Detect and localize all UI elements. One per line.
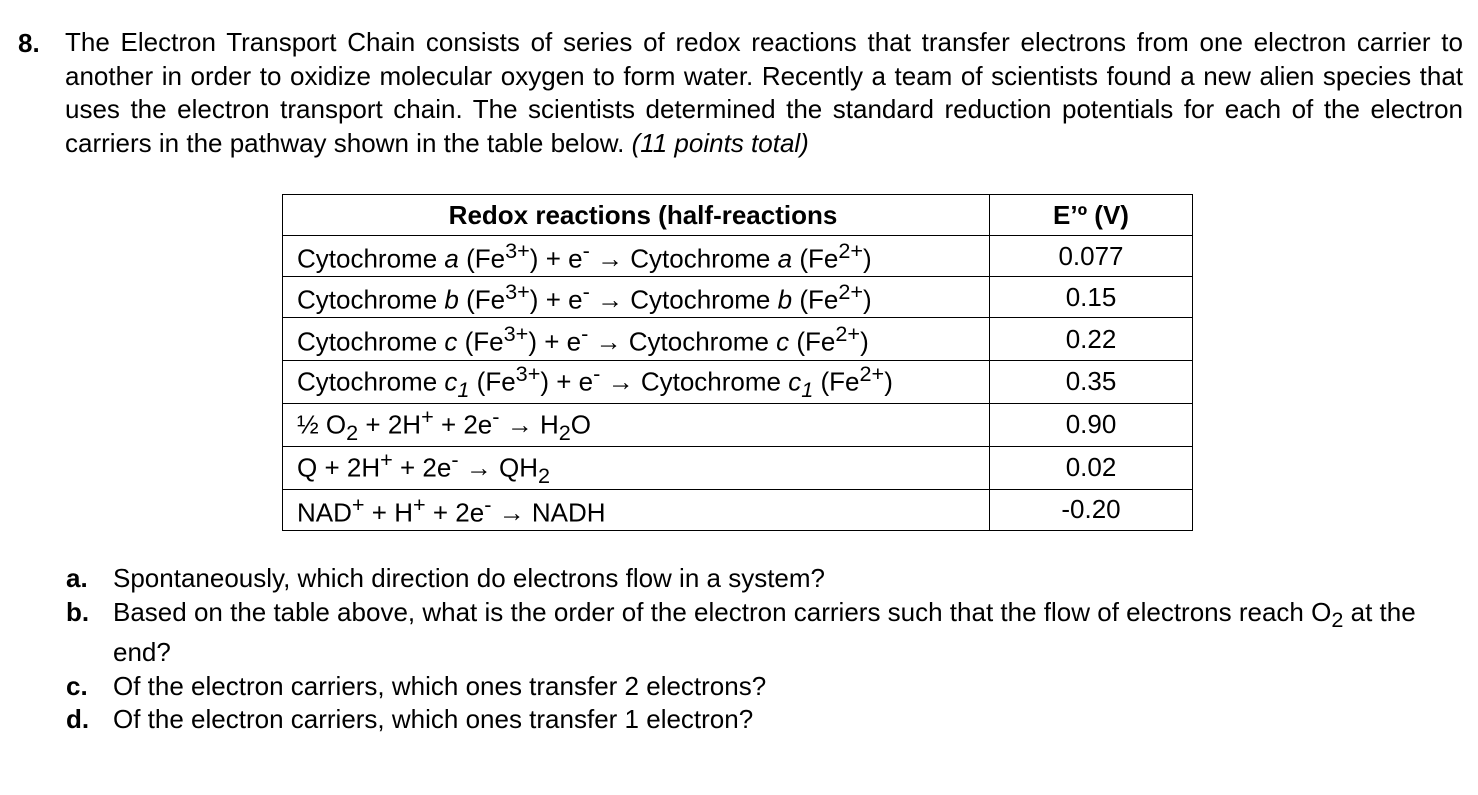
table-row bbox=[283, 318, 1193, 361]
sub-question-text: Based on the table above, what is the order of the electron carriers such that the flow of electrons reach $O_2$ at the end? bbox=[113, 596, 1416, 668]
sub-question-a bbox=[66, 562, 1461, 596]
reaction-cell: ½ $O_2 + 2H^+ + 2e^- \to H_2O$ bbox=[283, 403, 990, 446]
table-row bbox=[283, 277, 1193, 318]
table-header-row bbox=[283, 195, 1193, 236]
table-row bbox=[283, 403, 1193, 446]
reaction-cell: Cytochrome a $(Fe^{3+}) + e^-$ → Cytochrome a $(Fe^{2+})$ bbox=[283, 236, 990, 277]
table-row bbox=[283, 361, 1193, 404]
question-8 bbox=[18, 26, 1463, 160]
header-potential: E’º (V) bbox=[990, 195, 1193, 236]
potential-cell: -0.20 bbox=[990, 489, 1193, 530]
redox-table bbox=[282, 194, 1193, 531]
question-number: 8. bbox=[18, 28, 40, 58]
sub-question-letter: d. bbox=[66, 704, 90, 735]
sub-question-letter: c. bbox=[66, 670, 88, 701]
potential-cell: 0.22 bbox=[990, 318, 1193, 361]
potential-cell: 0.90 bbox=[990, 403, 1193, 446]
question-points: (11 points total) bbox=[631, 127, 809, 158]
question-text bbox=[65, 26, 1463, 160]
potential-cell: 0.077 bbox=[990, 236, 1193, 277]
sub-question-c bbox=[66, 670, 1461, 704]
reaction-cell: NAD+ + H+ + 2e- → NADH bbox=[283, 489, 990, 530]
table-row bbox=[283, 236, 1193, 277]
table-row bbox=[283, 446, 1193, 489]
header-reaction: Redox reactions (half-reactions bbox=[283, 195, 990, 236]
sub-question-list bbox=[66, 562, 1461, 737]
sub-question-letter: a. bbox=[66, 563, 88, 593]
reaction-cell: $Q + 2H^+ + 2e^- \to QH_2$ bbox=[283, 446, 990, 489]
sub-question-d bbox=[66, 703, 1461, 737]
reaction-cell: Cytochrome b $(Fe^{3+}) + e^-$ → Cytochrome b $(Fe^{2+})$ bbox=[283, 277, 990, 318]
reaction-cell: Cytochrome c $(Fe^{3+}) + e^-$ → Cytochrome c $(Fe^{2+})$ bbox=[283, 318, 990, 361]
potential-cell: 0.15 bbox=[990, 277, 1193, 318]
sub-question-text: Of the electron carriers, which ones transfer 1 electron? bbox=[113, 704, 754, 735]
sub-question-letter: b. bbox=[66, 596, 90, 627]
sub-question-text: Spontaneously, which direction do electrons flow in a system? bbox=[113, 563, 826, 593]
sub-question-text: Of the electron carriers, which ones transfer 2 electrons? bbox=[113, 670, 767, 701]
sub-question-b bbox=[66, 596, 1461, 670]
potential-cell: 0.35 bbox=[990, 361, 1193, 404]
potential-cell: 0.02 bbox=[990, 446, 1193, 489]
table-row bbox=[283, 489, 1193, 530]
question-body: The Electron Transport Chain consists of series of redox reactions that transfer electrons from one electron carrier to another in order to oxidize molecular oxygen to form water. Recently a team of scientists found a new alien species that uses the electron transport chain. The scientists determined the standard reduction potentials for each of the electron carriers in the pathway shown in the table below. bbox=[65, 27, 1463, 158]
reaction-cell: Cytochrome $c_1$ $(Fe^{3+}) + e^-$ → Cytochrome $c_1$ $(Fe^{2+})$ bbox=[283, 361, 990, 404]
